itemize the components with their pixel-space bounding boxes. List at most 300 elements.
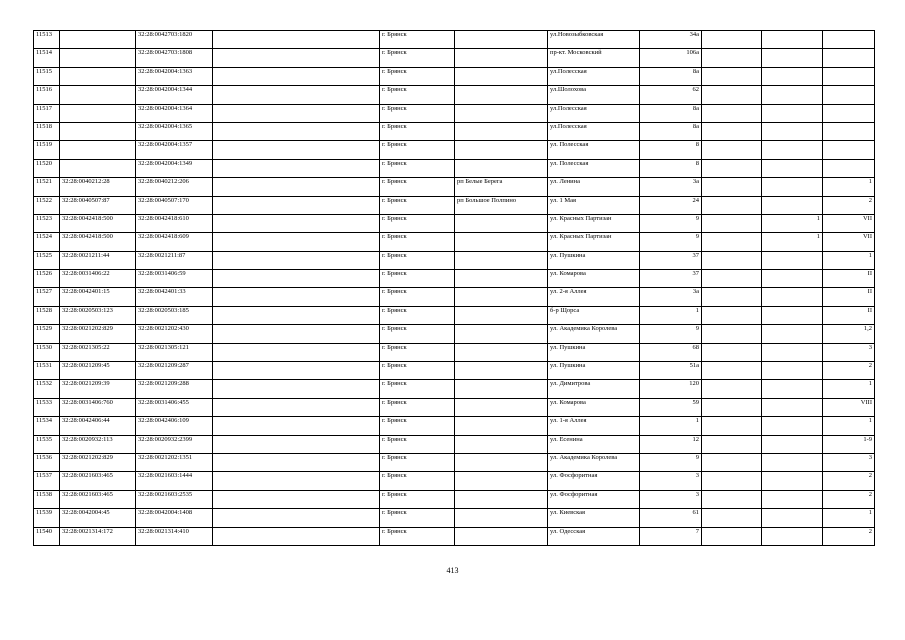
- table-cell: [213, 380, 380, 398]
- table-cell: [60, 159, 136, 177]
- table-row: [34, 398, 875, 416]
- table-cell: 37: [640, 251, 702, 269]
- table-cell: 32:28:0042004:1408: [136, 509, 213, 527]
- table-cell: [213, 104, 380, 122]
- table-cell: г. Брянск: [380, 417, 455, 435]
- table-cell: [455, 86, 548, 104]
- table-cell: [823, 122, 875, 140]
- table-cell: [213, 233, 380, 251]
- table-cell: [455, 251, 548, 269]
- table-cell: 32:28:0042418:500: [60, 233, 136, 251]
- table-cell: 32:28:0040212:28: [60, 178, 136, 196]
- table-cell: пр-кт. Московский: [548, 49, 640, 67]
- table-cell: 11540: [34, 527, 60, 545]
- table-cell: рп Белые Берега: [455, 178, 548, 196]
- table-cell: [213, 122, 380, 140]
- table-cell: 11518: [34, 122, 60, 140]
- table-cell: [702, 49, 762, 67]
- table-row: [34, 472, 875, 490]
- table-row: [34, 490, 875, 508]
- table-cell: г. Брянск: [380, 325, 455, 343]
- table-cell: ул.Полесская: [548, 122, 640, 140]
- table-cell: ул. Ленина: [548, 178, 640, 196]
- table-cell: ул. Красных Партизан: [548, 214, 640, 232]
- table-cell: 32:28:0021209:39: [60, 380, 136, 398]
- table-cell: [702, 527, 762, 545]
- table-cell: 11529: [34, 325, 60, 343]
- table-cell: [455, 380, 548, 398]
- table-cell: [213, 251, 380, 269]
- table-cell: [762, 86, 823, 104]
- table-row: [34, 86, 875, 104]
- table-row: [34, 31, 875, 49]
- table-cell: [702, 196, 762, 214]
- table-row: [34, 49, 875, 67]
- table-cell: 32:28:0042004:1349: [136, 159, 213, 177]
- table-cell: 51а: [640, 362, 702, 380]
- table-cell: 1: [762, 214, 823, 232]
- table-cell: ул. Красных Партизан: [548, 233, 640, 251]
- table-cell: 11530: [34, 343, 60, 361]
- table-cell: 7: [640, 527, 702, 545]
- table-cell: 8: [640, 141, 702, 159]
- table-cell: 32:28:0042703:1820: [136, 31, 213, 49]
- table-cell: [455, 343, 548, 361]
- table-cell: 2: [823, 472, 875, 490]
- table-cell: [213, 270, 380, 288]
- table-cell: 11536: [34, 453, 60, 471]
- table-cell: [762, 509, 823, 527]
- table-cell: 8а: [640, 122, 702, 140]
- table-cell: [702, 159, 762, 177]
- table-cell: 32:28:0021603:1444: [136, 472, 213, 490]
- table-cell: 11523: [34, 214, 60, 232]
- table-cell: [702, 214, 762, 232]
- table-row: [34, 104, 875, 122]
- table-cell: [702, 67, 762, 85]
- table-cell: 1: [823, 417, 875, 435]
- table-cell: [213, 178, 380, 196]
- table-cell: [702, 86, 762, 104]
- table-cell: [455, 233, 548, 251]
- table-cell: [762, 362, 823, 380]
- table-cell: II: [823, 288, 875, 306]
- table-cell: 32:28:0021202:430: [136, 325, 213, 343]
- table-cell: [213, 196, 380, 214]
- table-cell: [702, 380, 762, 398]
- table-cell: [762, 159, 823, 177]
- table-cell: 11521: [34, 178, 60, 196]
- table-cell: 32:28:0021211:44: [60, 251, 136, 269]
- table-cell: г. Брянск: [380, 214, 455, 232]
- table-cell: 32:28:0021305:121: [136, 343, 213, 361]
- table-cell: 32:28:0042004:1363: [136, 67, 213, 85]
- table-cell: 32:28:0021314:172: [60, 527, 136, 545]
- table-cell: [823, 159, 875, 177]
- table-cell: 3: [640, 472, 702, 490]
- table-cell: г. Брянск: [380, 104, 455, 122]
- table-cell: 1: [762, 233, 823, 251]
- table-cell: 11524: [34, 233, 60, 251]
- table-row: [34, 214, 875, 232]
- table-cell: [762, 288, 823, 306]
- table-cell: 32:28:0042004:1344: [136, 86, 213, 104]
- table-cell: [762, 31, 823, 49]
- table-cell: ул. 2-я Аллея: [548, 288, 640, 306]
- table-cell: [823, 67, 875, 85]
- table-cell: [213, 306, 380, 324]
- table-cell: [455, 288, 548, 306]
- table-cell: [213, 343, 380, 361]
- table-cell: 11533: [34, 398, 60, 416]
- table-cell: 32:28:0040212:206: [136, 178, 213, 196]
- table-cell: 2: [823, 527, 875, 545]
- table-cell: [702, 104, 762, 122]
- table-cell: 11532: [34, 380, 60, 398]
- table-cell: г. Брянск: [380, 178, 455, 196]
- table-cell: [702, 435, 762, 453]
- table-cell: ул. Киевская: [548, 509, 640, 527]
- table-cell: 32:28:0042406:109: [136, 417, 213, 435]
- table-cell: 11534: [34, 417, 60, 435]
- table-row: [34, 196, 875, 214]
- table-cell: 2: [823, 362, 875, 380]
- table-cell: ул. Димитрова: [548, 380, 640, 398]
- table-cell: [60, 67, 136, 85]
- table-cell: 32:28:0042004:45: [60, 509, 136, 527]
- table-cell: ул. Есенина: [548, 435, 640, 453]
- table-cell: [702, 270, 762, 288]
- table-cell: г. Брянск: [380, 472, 455, 490]
- table-cell: 61: [640, 509, 702, 527]
- table-cell: [213, 214, 380, 232]
- table-cell: г. Брянск: [380, 270, 455, 288]
- table-cell: [762, 417, 823, 435]
- table-cell: [455, 472, 548, 490]
- table-row: [34, 306, 875, 324]
- table-cell: 59: [640, 398, 702, 416]
- table-cell: [213, 362, 380, 380]
- registry-table: [33, 30, 875, 546]
- table-cell: 32:28:0031406:455: [136, 398, 213, 416]
- table-cell: [762, 196, 823, 214]
- table-cell: ул. Одесская: [548, 527, 640, 545]
- table-cell: [702, 398, 762, 416]
- table-cell: г. Брянск: [380, 31, 455, 49]
- table-cell: 3: [823, 343, 875, 361]
- table-cell: 2: [823, 490, 875, 508]
- table-cell: 1: [823, 178, 875, 196]
- table-row: [34, 527, 875, 545]
- table-cell: [213, 325, 380, 343]
- table-row: [34, 325, 875, 343]
- table-cell: г. Брянск: [380, 527, 455, 545]
- table-cell: 32:28:0031406:59: [136, 270, 213, 288]
- table-cell: 11526: [34, 270, 60, 288]
- table-cell: [455, 490, 548, 508]
- table-row: [34, 67, 875, 85]
- table-cell: [762, 472, 823, 490]
- table-cell: [762, 67, 823, 85]
- table-cell: 32:28:0042004:1365: [136, 122, 213, 140]
- table-cell: г. Брянск: [380, 196, 455, 214]
- table-cell: 34а: [640, 31, 702, 49]
- table-cell: 32:28:0021202:1351: [136, 453, 213, 471]
- table-cell: ул.Полесская: [548, 104, 640, 122]
- table-cell: 11531: [34, 362, 60, 380]
- table-row: [34, 270, 875, 288]
- table-cell: 68: [640, 343, 702, 361]
- table-cell: 32:28:0042004:1364: [136, 104, 213, 122]
- table-cell: [762, 325, 823, 343]
- table-cell: [702, 141, 762, 159]
- table-cell: 9: [640, 325, 702, 343]
- table-cell: 32:28:0021603:465: [60, 490, 136, 508]
- table-cell: 11515: [34, 67, 60, 85]
- table-cell: 32:28:0042401:15: [60, 288, 136, 306]
- table-cell: [702, 306, 762, 324]
- table-cell: 32:28:0042406:44: [60, 417, 136, 435]
- table-cell: г. Брянск: [380, 490, 455, 508]
- table-cell: г. Брянск: [380, 49, 455, 67]
- table-cell: [702, 509, 762, 527]
- table-cell: [213, 288, 380, 306]
- table-cell: [762, 380, 823, 398]
- table-row: [34, 159, 875, 177]
- table-row: [34, 178, 875, 196]
- table-cell: [213, 509, 380, 527]
- table-cell: 1: [823, 509, 875, 527]
- table-cell: 11519: [34, 141, 60, 159]
- table-cell: 32:28:0020932:2399: [136, 435, 213, 453]
- table-row: [34, 417, 875, 435]
- table-cell: г. Брянск: [380, 233, 455, 251]
- table-cell: 11538: [34, 490, 60, 508]
- table-cell: г. Брянск: [380, 251, 455, 269]
- table-cell: ул. Академика Королева: [548, 325, 640, 343]
- table-cell: [455, 435, 548, 453]
- table-cell: [213, 49, 380, 67]
- table-cell: 32:28:0031406:22: [60, 270, 136, 288]
- table-cell: 11517: [34, 104, 60, 122]
- table-cell: ул. Пушкина: [548, 343, 640, 361]
- table-cell: ул. Пушкина: [548, 251, 640, 269]
- table-cell: ул.Новозыбковская: [548, 31, 640, 49]
- table-cell: [455, 49, 548, 67]
- table-row: [34, 453, 875, 471]
- table-row: [34, 288, 875, 306]
- table-cell: [213, 417, 380, 435]
- table-cell: [455, 527, 548, 545]
- table-row: [34, 251, 875, 269]
- table-cell: [823, 86, 875, 104]
- table-cell: 32:28:0040507:87: [60, 196, 136, 214]
- table-cell: [455, 67, 548, 85]
- table-cell: [60, 122, 136, 140]
- table-cell: 1: [640, 417, 702, 435]
- table-cell: г. Брянск: [380, 306, 455, 324]
- table-cell: [60, 49, 136, 67]
- table-cell: [702, 362, 762, 380]
- table-cell: VII: [823, 214, 875, 232]
- table-cell: [702, 343, 762, 361]
- table-cell: ул. Пушкина: [548, 362, 640, 380]
- table-cell: 11525: [34, 251, 60, 269]
- table-cell: [213, 141, 380, 159]
- table-cell: [455, 453, 548, 471]
- table-cell: [455, 417, 548, 435]
- table-cell: г. Брянск: [380, 453, 455, 471]
- table-cell: ул. Комарова: [548, 398, 640, 416]
- table-cell: [762, 141, 823, 159]
- table-cell: [762, 306, 823, 324]
- table-cell: 32:28:0021603:465: [60, 472, 136, 490]
- table-cell: [455, 104, 548, 122]
- table-cell: [823, 31, 875, 49]
- table-row: [34, 509, 875, 527]
- table-cell: 11527: [34, 288, 60, 306]
- table-cell: ул. 1-я Аллея: [548, 417, 640, 435]
- table-cell: 1: [823, 380, 875, 398]
- table-cell: [455, 214, 548, 232]
- table-cell: [762, 343, 823, 361]
- table-cell: [702, 251, 762, 269]
- table-cell: [455, 31, 548, 49]
- table-cell: [213, 435, 380, 453]
- table-row: [34, 362, 875, 380]
- table-cell: ул. Фосфоритная: [548, 472, 640, 490]
- table-cell: [702, 233, 762, 251]
- table-cell: [213, 527, 380, 545]
- table-cell: [60, 141, 136, 159]
- table-cell: II: [823, 270, 875, 288]
- table-cell: 1: [823, 251, 875, 269]
- table-row: [34, 435, 875, 453]
- table-cell: 32:28:0042418:609: [136, 233, 213, 251]
- table-cell: VIII: [823, 398, 875, 416]
- table-cell: 24: [640, 196, 702, 214]
- table-cell: [762, 251, 823, 269]
- table-cell: 32:28:0020503:123: [60, 306, 136, 324]
- table-cell: [702, 31, 762, 49]
- table-cell: 11535: [34, 435, 60, 453]
- table-cell: ул.Полесская: [548, 67, 640, 85]
- table-cell: 32:28:0021211:87: [136, 251, 213, 269]
- table-cell: 32:28:0021209:287: [136, 362, 213, 380]
- table-cell: 62: [640, 86, 702, 104]
- table-cell: г. Брянск: [380, 343, 455, 361]
- table-cell: г. Брянск: [380, 435, 455, 453]
- table-cell: [455, 398, 548, 416]
- table-cell: г. Брянск: [380, 141, 455, 159]
- table-cell: [455, 159, 548, 177]
- table-cell: 32:28:0021603:2535: [136, 490, 213, 508]
- table-cell: [762, 49, 823, 67]
- table-cell: рп Большое Полпино: [455, 196, 548, 214]
- table-cell: [823, 49, 875, 67]
- table-cell: 12: [640, 435, 702, 453]
- table-cell: 32:28:0042004:1357: [136, 141, 213, 159]
- table-cell: 32:28:0020503:185: [136, 306, 213, 324]
- table-cell: [762, 490, 823, 508]
- table-cell: ул. Фосфоритная: [548, 490, 640, 508]
- table-cell: 120: [640, 380, 702, 398]
- table-cell: 3а: [640, 288, 702, 306]
- table-cell: 1: [640, 306, 702, 324]
- table-cell: г. Брянск: [380, 122, 455, 140]
- table-cell: 32:28:0031406:760: [60, 398, 136, 416]
- table-cell: г. Брянск: [380, 159, 455, 177]
- table-cell: 32:28:0042418:500: [60, 214, 136, 232]
- table-cell: г. Брянск: [380, 380, 455, 398]
- table-cell: ул. Полесская: [548, 159, 640, 177]
- table-cell: [60, 104, 136, 122]
- table-row: [34, 122, 875, 140]
- table-cell: [213, 67, 380, 85]
- table-cell: 11522: [34, 196, 60, 214]
- table-cell: 1-9: [823, 435, 875, 453]
- table-cell: [213, 86, 380, 104]
- table-cell: [455, 270, 548, 288]
- table-row: [34, 380, 875, 398]
- table-cell: 32:28:0042418:610: [136, 214, 213, 232]
- table-cell: 8: [640, 159, 702, 177]
- table-cell: ул. Академика Королева: [548, 453, 640, 471]
- table-cell: [455, 509, 548, 527]
- table-cell: 11516: [34, 86, 60, 104]
- table-cell: 32:28:0021202:829: [60, 325, 136, 343]
- table-cell: [213, 472, 380, 490]
- table-cell: [762, 398, 823, 416]
- table-cell: [213, 31, 380, 49]
- table-cell: [60, 31, 136, 49]
- table-cell: [702, 325, 762, 343]
- table-cell: [702, 288, 762, 306]
- table-cell: 3а: [640, 178, 702, 196]
- table-row: [34, 233, 875, 251]
- table-cell: [702, 490, 762, 508]
- table-cell: [762, 178, 823, 196]
- table-cell: ул. Полесская: [548, 141, 640, 159]
- table-cell: [455, 122, 548, 140]
- table-cell: ул.Шолохова: [548, 86, 640, 104]
- table-cell: 8а: [640, 104, 702, 122]
- table-cell: 11514: [34, 49, 60, 67]
- table-cell: 32:28:0042401:33: [136, 288, 213, 306]
- table-cell: VII: [823, 233, 875, 251]
- table-cell: 2: [823, 196, 875, 214]
- table-cell: [455, 362, 548, 380]
- table-cell: г. Брянск: [380, 362, 455, 380]
- table-cell: 106а: [640, 49, 702, 67]
- table-cell: [823, 141, 875, 159]
- table-cell: [762, 453, 823, 471]
- table-cell: 9: [640, 214, 702, 232]
- table-cell: [762, 527, 823, 545]
- table-cell: 9: [640, 233, 702, 251]
- table-cell: [702, 122, 762, 140]
- table-cell: 32:28:0021202:829: [60, 453, 136, 471]
- table-cell: [60, 86, 136, 104]
- table-cell: [762, 435, 823, 453]
- page-number: 413: [446, 566, 459, 575]
- table-cell: г. Брянск: [380, 509, 455, 527]
- table-cell: 1,2: [823, 325, 875, 343]
- table-row: [34, 343, 875, 361]
- table-cell: 11528: [34, 306, 60, 324]
- table-cell: [702, 178, 762, 196]
- table-cell: 8а: [640, 67, 702, 85]
